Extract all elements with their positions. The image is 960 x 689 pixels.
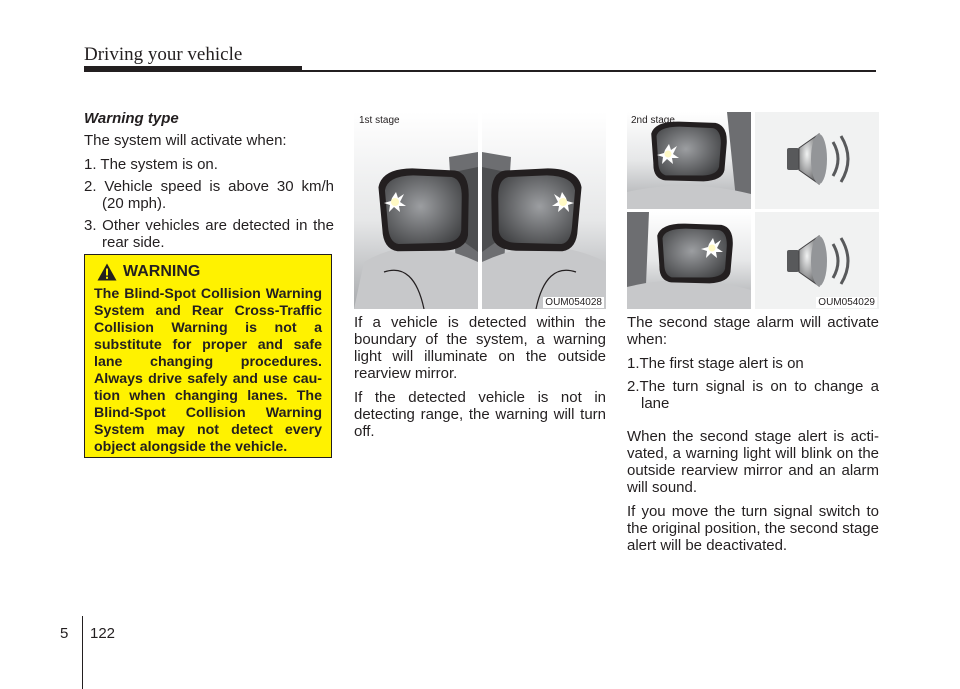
paragraph: If you move the turn signal switch to the original position, the second stage alert will be deactivated.	[627, 503, 879, 554]
list-item: 2. Vehicle speed is above 30 km/h (20 mph).	[84, 178, 334, 212]
header-rule-thick	[84, 66, 302, 72]
page-number: 122	[90, 625, 116, 642]
page-header-title: Driving your vehicle	[84, 44, 243, 65]
chapter-number: 5	[60, 625, 69, 642]
section-heading: Warning type	[84, 110, 179, 127]
intro-text: The second stage alarm will activate when:	[627, 314, 879, 348]
mirror-illustration-first-stage	[354, 112, 606, 309]
right-column	[627, 314, 879, 561]
list-item: 1. The system is on.	[84, 156, 218, 173]
figure-code: OUM054029	[818, 297, 875, 308]
intro-text: The system will activate when:	[84, 132, 287, 149]
figure-code: OUM054028	[545, 297, 602, 308]
paragraph: When the second stage alert is acti-vated, a warning light will blink on the outside rearview mirror and an alarm will sound.	[627, 428, 879, 496]
middle-column	[354, 314, 606, 447]
warning-triangle-icon	[97, 263, 117, 281]
list-item: 1.The first stage alert is on	[627, 355, 804, 372]
figure-second-stage	[627, 112, 879, 309]
mirror-speaker-illustration	[627, 112, 879, 309]
warning-header	[94, 263, 322, 281]
figure-stage-label: 1st stage	[359, 115, 400, 126]
warning-text: The Blind-Spot Collision Warning System and Rear Cross-Traffic Collision Warning is not a substitute for proper and safe lane changing procedures. Always drive safely and use cau-tion when changing lanes. The Blind-Spot Collision Warning System may not detect every object alongside the vehicle.	[94, 286, 322, 455]
left-column	[84, 110, 334, 256]
figure-first-stage	[354, 112, 606, 309]
warning-title: WARNING	[123, 263, 201, 280]
figure-stage-label: 2nd stage	[631, 115, 675, 126]
footer-divider	[82, 616, 83, 689]
paragraph: If the detected vehicle is not in detecting range, the warning will turn off.	[354, 389, 606, 440]
paragraph: If a vehicle is detected within the boundary of the system, a warning light will illuminate on the outside rearview mirror.	[354, 314, 606, 382]
warning-box	[84, 254, 332, 458]
list-item: 3. Other vehicles are detected in the rear side.	[84, 217, 334, 251]
header-rule-thin	[302, 70, 876, 72]
list-item: 2.The turn signal is on to change a lane	[627, 378, 879, 412]
